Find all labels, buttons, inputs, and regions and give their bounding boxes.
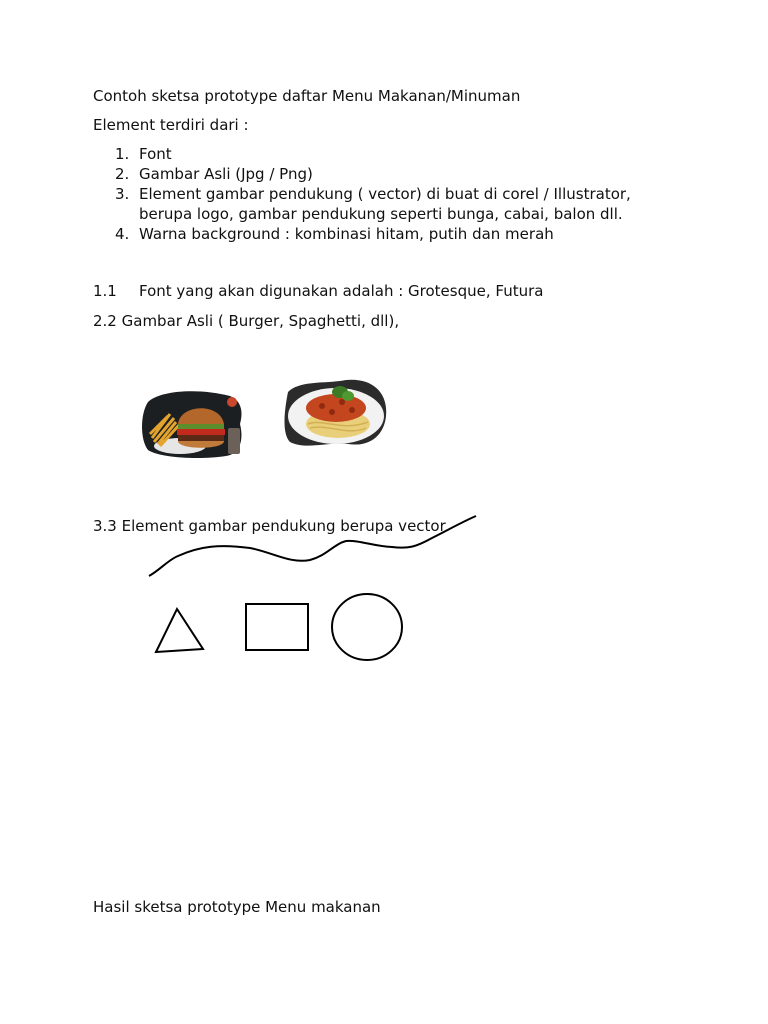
list-item: [93, 144, 631, 164]
list-text: Element gambar pendukung ( vector) di buat di corel / Illustrator,: [139, 185, 631, 203]
section-font-text: Font yang akan digunakan adalah : Grotesque, Futura: [139, 282, 544, 300]
list-item: [93, 184, 631, 224]
list-item: [93, 164, 631, 184]
list-number: 4.: [115, 225, 130, 243]
element-list: [93, 144, 631, 244]
result-heading: Hasil sketsa prototype Menu makanan: [93, 898, 381, 916]
list-number: 1.: [115, 145, 130, 163]
intro-text: Element terdiri dari :: [93, 116, 249, 134]
list-text-continued: berupa logo, gambar pendukung seperti bunga, cabai, balon dll.: [139, 205, 623, 223]
triangle-sketch: [156, 609, 203, 652]
section-vector-heading: 3.3 Element gambar pendukung berupa vector: [93, 517, 446, 535]
burger-image: [140, 388, 244, 460]
page-title: Contoh sketsa prototype daftar Menu Makanan/Minuman: [93, 87, 521, 105]
list-number: 3.: [115, 185, 130, 203]
list-item: [93, 224, 631, 244]
section-font-number: 1.1: [93, 282, 117, 300]
rectangle-sketch: [246, 604, 308, 650]
list-text: Font: [139, 145, 172, 163]
circle-sketch: [332, 594, 402, 660]
spaghetti-image: [282, 378, 388, 450]
list-number: 2.: [115, 165, 130, 183]
list-text: Gambar Asli (Jpg / Png): [139, 165, 313, 183]
section-image-heading: 2.2 Gambar Asli ( Burger, Spaghetti, dll),: [93, 312, 400, 330]
list-text: Warna background : kombinasi hitam, putih dan merah: [139, 225, 554, 243]
